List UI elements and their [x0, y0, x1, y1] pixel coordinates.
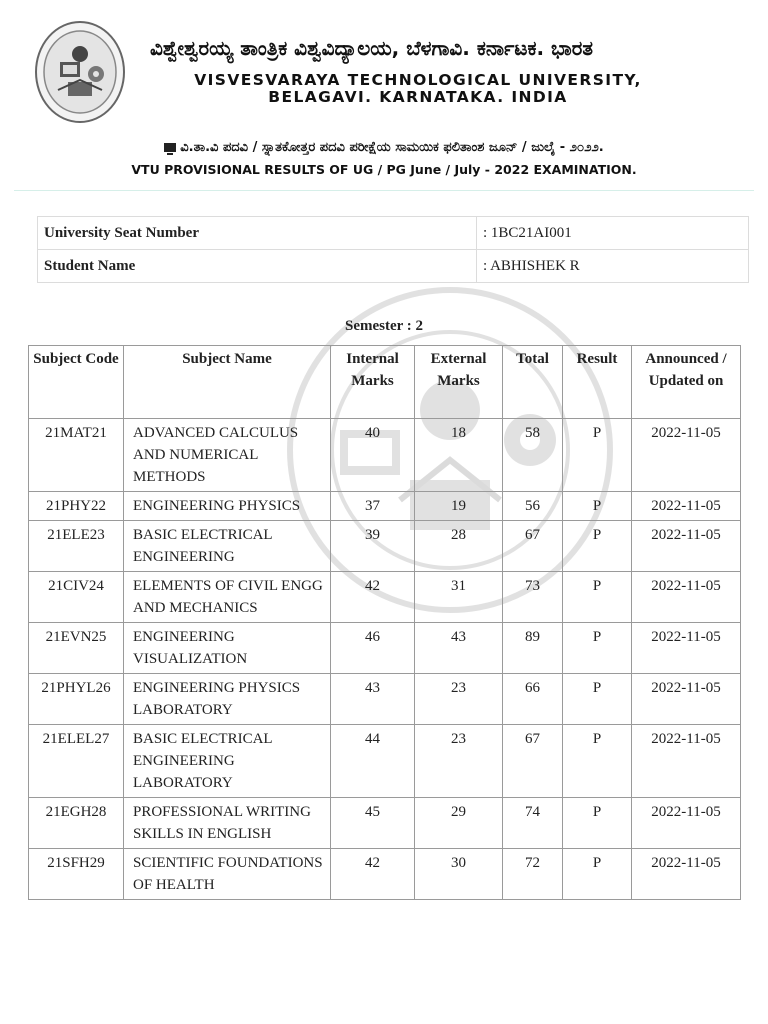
table-row: [29, 674, 741, 725]
marks-header-row: [29, 346, 741, 419]
subject-name: ENGINEERING VISUALIZATION: [124, 623, 331, 674]
internal-marks: 43: [331, 674, 415, 725]
total-marks: 66: [503, 674, 563, 725]
announced-date: 2022-11-05: [632, 623, 741, 674]
subject-code: 21ELEL27: [29, 725, 124, 798]
usn-value: : 1BC21AI001: [477, 217, 749, 250]
internal-marks: 45: [331, 798, 415, 849]
subject-name: PROFESSIONAL WRITING SKILLS IN ENGLISH: [124, 798, 331, 849]
subject-name: ELEMENTS OF CIVIL ENGG AND MECHANICS: [124, 572, 331, 623]
total-marks: 74: [503, 798, 563, 849]
result: P: [563, 674, 632, 725]
result: P: [563, 798, 632, 849]
result-title-english: VTU PROVISIONAL RESULTS OF UG / PG June / July - 2022 EXAMINATION.: [131, 162, 637, 177]
subject-name: BASIC ELECTRICAL ENGINEERING: [124, 521, 331, 572]
announced-date: 2022-11-05: [632, 725, 741, 798]
subject-code: 21EVN25: [29, 623, 124, 674]
external-marks: 28: [415, 521, 503, 572]
subject-name: BASIC ELECTRICAL ENGINEERING LABORATORY: [124, 725, 331, 798]
monitor-icon: [164, 143, 176, 152]
internal-marks: 37: [331, 492, 415, 521]
external-marks: 30: [415, 849, 503, 900]
subject-code: 21CIV24: [29, 572, 124, 623]
col-announced-date: Announced / Updated on: [632, 346, 741, 419]
announced-date: 2022-11-05: [632, 419, 741, 492]
announced-date: 2022-11-05: [632, 521, 741, 572]
subject-code: 21MAT21: [29, 419, 124, 492]
table-row: [29, 419, 741, 492]
total-marks: 67: [503, 725, 563, 798]
internal-marks: 44: [331, 725, 415, 798]
col-subject-code: Subject Code: [29, 346, 124, 419]
col-internal-marks: Internal Marks: [331, 346, 415, 419]
table-row: [29, 725, 741, 798]
subject-code: 21ELE23: [29, 521, 124, 572]
result: P: [563, 419, 632, 492]
total-marks: 58: [503, 419, 563, 492]
table-row: [29, 492, 741, 521]
table-row: [29, 798, 741, 849]
internal-marks: 46: [331, 623, 415, 674]
internal-marks: 42: [331, 849, 415, 900]
university-seal-icon: [34, 20, 126, 124]
announced-date: 2022-11-05: [632, 492, 741, 521]
table-row: [29, 849, 741, 900]
result-title-kannada: [0, 140, 768, 155]
announced-date: 2022-11-05: [632, 674, 741, 725]
col-external-marks: External Marks: [415, 346, 503, 419]
student-name-label: Student Name: [38, 250, 477, 283]
external-marks: 23: [415, 674, 503, 725]
university-name-english: [138, 72, 698, 106]
total-marks: 67: [503, 521, 563, 572]
university-name-line2: BELAGAVI. KARNATAKA. INDIA: [268, 88, 568, 106]
announced-date: 2022-11-05: [632, 798, 741, 849]
internal-marks: 42: [331, 572, 415, 623]
announced-date: 2022-11-05: [632, 849, 741, 900]
student-info-table: [37, 216, 749, 283]
result: P: [563, 725, 632, 798]
external-marks: 19: [415, 492, 503, 521]
subject-name: ENGINEERING PHYSICS LABORATORY: [124, 674, 331, 725]
subject-code: 21EGH28: [29, 798, 124, 849]
subject-code: 21SFH29: [29, 849, 124, 900]
subject-code: 21PHY22: [29, 492, 124, 521]
subject-name: ENGINEERING PHYSICS: [124, 492, 331, 521]
external-marks: 29: [415, 798, 503, 849]
usn-label: University Seat Number: [38, 217, 477, 250]
subject-name: SCIENTIFIC FOUNDATIONS OF HEALTH: [124, 849, 331, 900]
total-marks: 89: [503, 623, 563, 674]
external-marks: 23: [415, 725, 503, 798]
external-marks: 18: [415, 419, 503, 492]
result: P: [563, 849, 632, 900]
total-marks: 56: [503, 492, 563, 521]
result-title-kannada-text: ವಿ.ತಾ.ವಿ ಪದವಿ / ಸ್ನಾತಕೋತ್ತರ ಪದವಿ ಪರೀಕ್ಷೆಯ ಸಾಮಯಿಕ ಫಲಿತಾಂಶ ಜೂನ್ / ಜುಲೈ - ೨೦೨೨.: [180, 140, 604, 155]
total-marks: 72: [503, 849, 563, 900]
table-row: [29, 521, 741, 572]
internal-marks: 39: [331, 521, 415, 572]
external-marks: 31: [415, 572, 503, 623]
internal-marks: 40: [331, 419, 415, 492]
table-row: [29, 572, 741, 623]
table-row: [29, 623, 741, 674]
result: P: [563, 623, 632, 674]
usn-row: [38, 217, 749, 250]
announced-date: 2022-11-05: [632, 572, 741, 623]
subject-code: 21PHYL26: [29, 674, 124, 725]
col-total: Total: [503, 346, 563, 419]
marks-table: [28, 345, 741, 900]
semester-title: Semester : 2: [344, 318, 424, 334]
student-name-row: [38, 250, 749, 283]
total-marks: 73: [503, 572, 563, 623]
header-divider: [14, 190, 754, 191]
result: P: [563, 492, 632, 521]
university-name-kannada: ವಿಶ್ವೇಶ್ವರಯ್ಯ ತಾಂತ್ರಿಕ ವಿಶ್ವವಿದ್ಯಾಲಯ, ಬೆಳಗಾವಿ. ಕರ್ನಾಟಕ. ಭಾರತ: [150, 36, 593, 60]
col-subject-name: Subject Name: [124, 346, 331, 419]
student-name-value: : ABHISHEK R: [477, 250, 749, 283]
university-name-line1: VISVESVARAYA TECHNOLOGICAL UNIVERSITY,: [194, 71, 642, 89]
subject-name: ADVANCED CALCULUS AND NUMERICAL METHODS: [124, 419, 331, 492]
result: P: [563, 572, 632, 623]
external-marks: 43: [415, 623, 503, 674]
result: P: [563, 521, 632, 572]
page-header: [0, 0, 768, 190]
col-result: Result: [563, 346, 632, 419]
